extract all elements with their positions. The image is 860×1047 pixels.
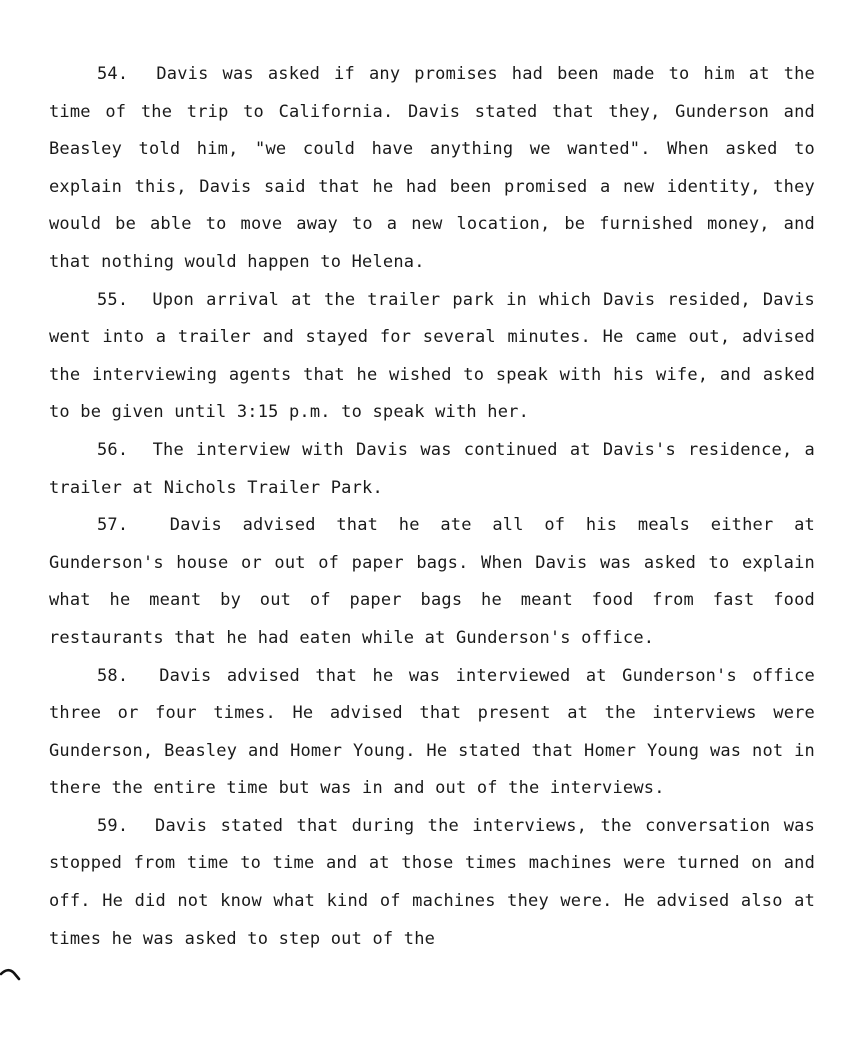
paragraph-number: 57. bbox=[97, 515, 129, 536]
paragraph-number: 55. bbox=[97, 289, 129, 310]
paragraph-text: Upon arrival at the trailer park in which Davis resided, Davis went into a trailer and stayed for several minutes. He came out, advised the interviewing agents that he wished to speak with his wife, and asked to be given until 3:15 p.m. to speak with her. bbox=[49, 289, 815, 423]
paragraph-text: Davis advised that he was interviewed at Gunderson's office three or four times. He advised that present at the interviews were Gunderson, Beasley and Homer Young. He stated that Homer Young was not in there the entire time but was in and out of the interviews. bbox=[49, 665, 815, 799]
paragraph-number: 58. bbox=[97, 665, 129, 686]
paragraph-56 bbox=[49, 432, 815, 507]
paragraph-number: 56. bbox=[97, 439, 129, 460]
paragraph-55 bbox=[49, 282, 815, 432]
paragraph-54 bbox=[49, 56, 815, 282]
paragraph-text: Davis advised that he ate all of his meals either at Gunderson's house or out of paper bags. When Davis was asked to explain what he meant by out of paper bags he meant food from fast food restaurants that he had eaten while at Gunderson's office. bbox=[49, 515, 815, 648]
paragraph-58 bbox=[49, 658, 815, 808]
document-body bbox=[49, 56, 815, 958]
scan-mark-icon bbox=[0, 965, 22, 985]
paragraph-59 bbox=[49, 808, 815, 958]
paragraph-57 bbox=[49, 507, 815, 657]
paragraph-text: Davis stated that during the interviews, the conversation was stopped from time to time and at those times machines were turned on and off. He did not know what kind of machines they were. He advised also at times he was asked to step out of the bbox=[49, 815, 815, 949]
paragraph-number: 59. bbox=[97, 815, 129, 836]
paragraph-text: The interview with Davis was continued at Davis's residence, a trailer at Nichols Trailer Park. bbox=[49, 439, 815, 498]
paragraph-number: 54. bbox=[97, 64, 129, 84]
paragraph-text: Davis was asked if any promises had been made to him at the time of the trip to California. Davis stated that they, Gunderson and Beasley told him, "we could have anything we wanted". When asked to explain this, Davis said that he had been promised a new identity, they would be able to move away to a new location, be furnished money, and that nothing would happen to Helena. bbox=[49, 64, 815, 272]
